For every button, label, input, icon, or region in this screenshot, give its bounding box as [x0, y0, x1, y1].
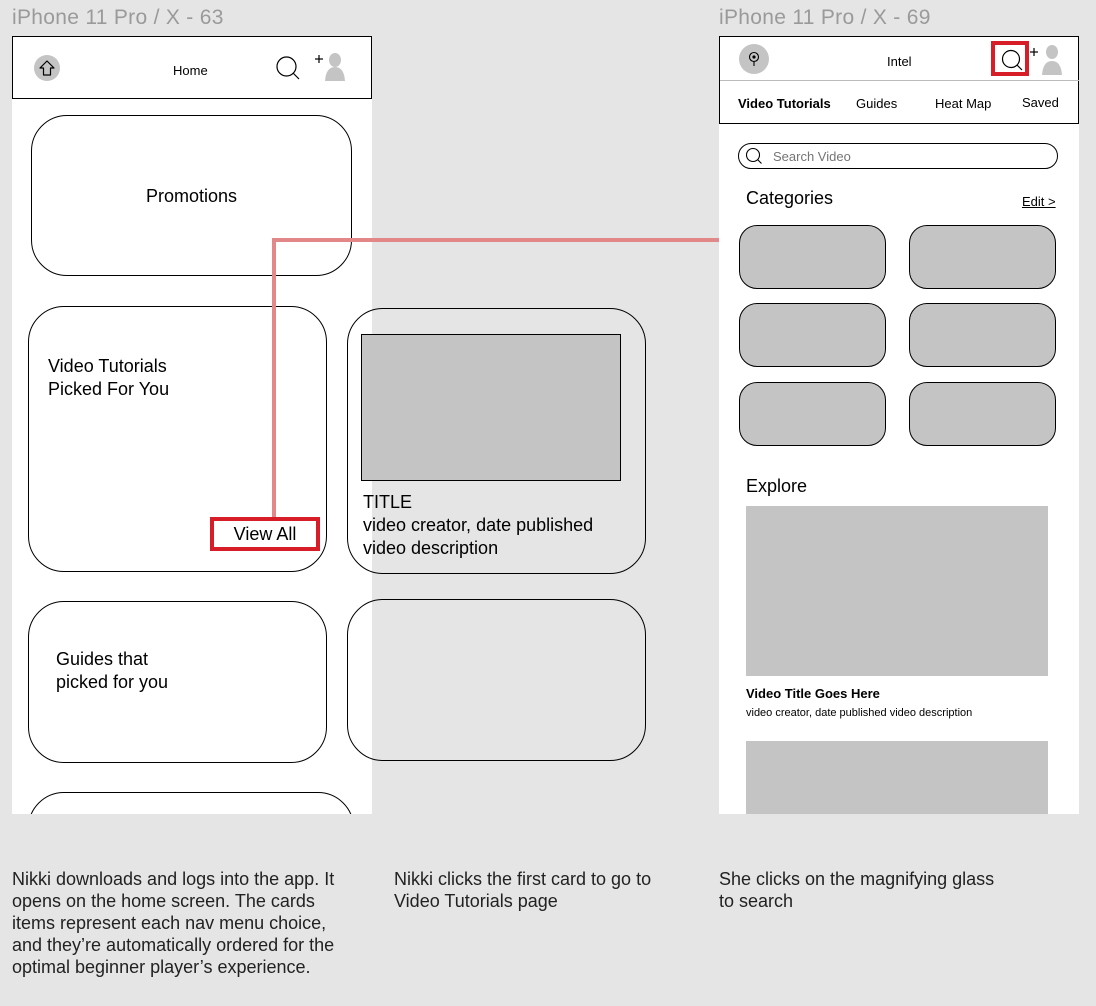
search-input[interactable] [773, 147, 1043, 165]
caption-step-1: Nikki downloads and logs into the app. It opens on the home screen. The cards items represent each nav menu choice, and they’re automatically ordered for the optimal beginner player’s experience. [12, 869, 335, 977]
page-title: Home [173, 63, 208, 78]
video-description: video description [363, 538, 499, 558]
category-tile[interactable] [739, 303, 886, 367]
video-tutorials-card-title: Video Tutorials Picked For You [48, 356, 170, 399]
frame-label-intel: iPhone 11 Pro / X - 69 [719, 6, 931, 29]
category-tile[interactable] [909, 303, 1056, 367]
frame-label-home: iPhone 11 Pro / X - 63 [12, 6, 224, 29]
search-icon[interactable] [1000, 48, 1024, 72]
view-all-button[interactable]: View All [210, 517, 320, 551]
category-tile[interactable] [739, 225, 886, 289]
category-tile[interactable] [739, 382, 886, 446]
search-highlight [991, 41, 1029, 76]
explore-video-thumbnail[interactable] [746, 741, 1048, 814]
caption-step-2: Nikki clicks the first card to go to Video Tutorials page [394, 869, 652, 911]
tab-saved[interactable]: Saved [1022, 95, 1059, 110]
guides-card-title: Guides that picked for you [56, 649, 169, 692]
search-icon [745, 147, 763, 165]
tab-heat-map[interactable]: Heat Map [935, 96, 992, 111]
edit-link[interactable]: Edit > [1022, 194, 1056, 209]
search-bar[interactable] [738, 143, 1058, 169]
category-tile[interactable] [909, 382, 1056, 446]
intel-screen [719, 36, 1079, 814]
category-tile[interactable] [909, 225, 1056, 289]
add-user-icon[interactable] [1028, 42, 1066, 76]
tab-guides[interactable]: Guides [856, 96, 898, 111]
video-meta: video creator, date published [363, 515, 594, 535]
categories-title: Categories [746, 188, 834, 208]
logo-icon [746, 51, 762, 67]
tab-video-tutorials[interactable]: Video Tutorials [738, 96, 831, 111]
logo-button[interactable] [739, 44, 769, 74]
explore-video-meta: video creator, date published video description [746, 707, 973, 719]
explore-video-thumbnail[interactable] [746, 506, 1048, 676]
explore-video-title[interactable]: Video Title Goes Here [746, 686, 880, 701]
video-title: TITLE [363, 492, 413, 512]
promotions-label: Promotions [145, 186, 238, 206]
header-divider [720, 80, 1079, 81]
caption-step-3: She clicks on the magnifying glass to search [719, 869, 995, 911]
explore-title: Explore [746, 476, 808, 496]
page-title: Intel [887, 54, 912, 69]
